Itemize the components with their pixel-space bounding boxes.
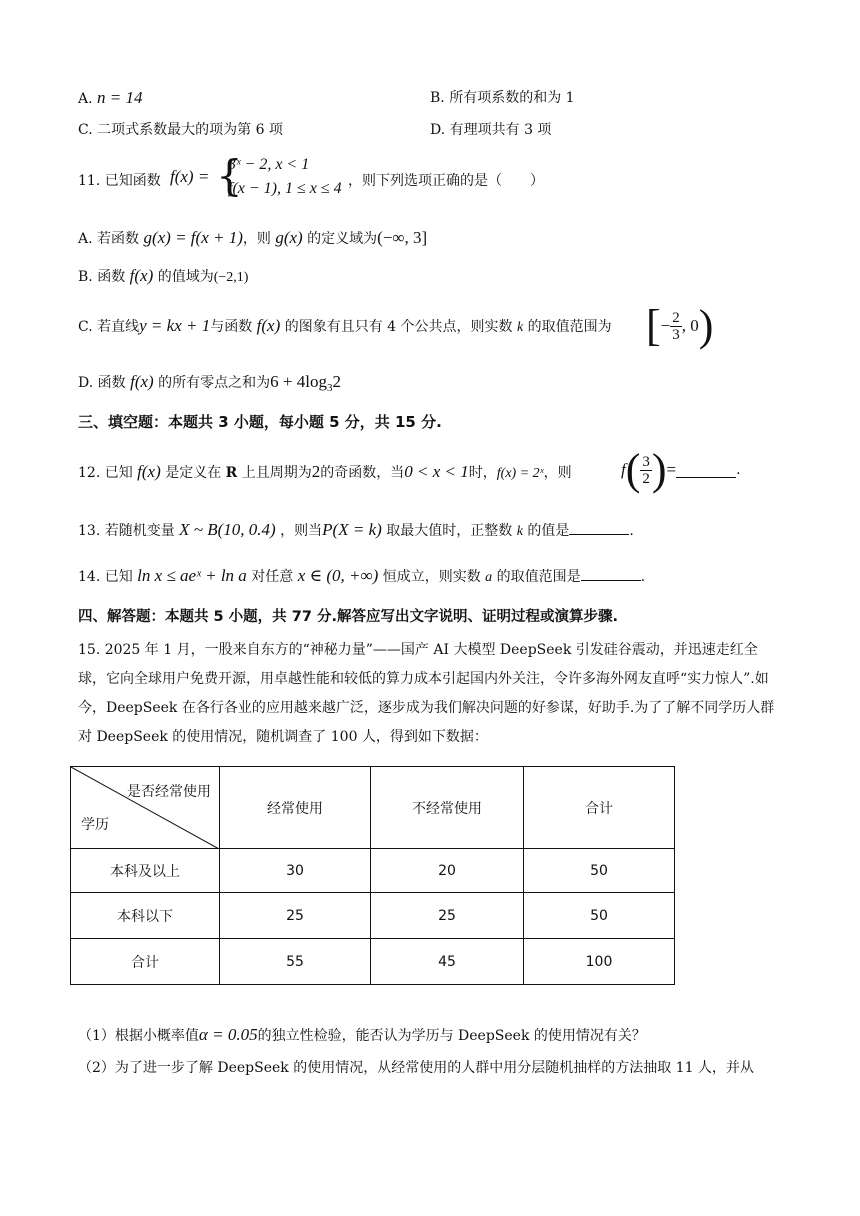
q14-math2: x ∈ (0, +∞) <box>297 566 379 585</box>
table-cell: 20 <box>371 849 524 893</box>
q14-answer-blank[interactable] <box>581 566 641 581</box>
q14-math1: ln x ≤ aeˣ + ln a <box>137 566 247 585</box>
q11-c-prefix: C. 若直线 <box>78 319 140 335</box>
q10-option-b: B. 所有项系数的和为 1 <box>430 90 575 106</box>
q12-frac-den: 2 <box>642 470 650 487</box>
q14-prefix: 14. 已知 <box>78 569 133 585</box>
q11-b-math1: f(x) <box>129 266 154 285</box>
q10-option-a <box>78 88 143 109</box>
q11-d-math1: f(x) <box>130 372 154 391</box>
section4-heading: 四、解答题：本题共 5 小题，共 77 分.解答应写出文字说明、证明过程或演算步骤. <box>78 609 618 625</box>
row-label: 合计 <box>71 939 220 985</box>
q15-part1-prefix: （1）根据小概率值 <box>78 1028 199 1044</box>
q11-c-math1: y = kx + 1 <box>139 316 211 335</box>
table-cell: 25 <box>371 893 524 939</box>
q12-f: f <box>621 460 626 479</box>
usage-table <box>70 766 675 985</box>
q11-a-mid: ，则 <box>242 231 271 247</box>
q11-c-k: k <box>516 320 524 335</box>
corner-diagonal <box>71 767 219 849</box>
q12-mid5: ，则 <box>543 465 572 481</box>
q15-part1-post: 的独立性检验，能否认为学历与 DeepSeek 的使用情况有关？ <box>257 1028 646 1044</box>
q11-c-tail: , 0 <box>681 316 699 335</box>
q11-option-a <box>78 228 427 249</box>
table-header: 合计 <box>524 767 675 849</box>
q11-prefix: 11. 已知函数 <box>78 173 161 189</box>
q15-paragraph: 15. 2025 年 1 月，一股来自东方的“神秘力量”——国产 AI 大模型 DeepSeek 引发硅谷震动，并迅速走红全球，它向全球用户免费开源，用卓越性能和较低的算力成本引起国内外关注，令许多海外网友直呼“实力惊人”.如今，DeepSeek 在各行各业的应用越来越广泛，逐步成为我们解决问题的好参谋，好助手.为了了解不同学历人群对 DeepSeek 的使用情况，随机调查了 100 人，得到如下数据： <box>78 642 775 745</box>
q13-math1: X ~ B(10, 0.4) <box>179 520 276 539</box>
table-cell: 100 <box>524 939 675 985</box>
q14-end: . <box>640 569 646 585</box>
row-label: 本科以下 <box>71 893 220 939</box>
q12-frac-num: 3 <box>642 453 650 470</box>
q11-case1: 3ˣ − 2, x < 1 <box>228 156 310 173</box>
q12-right-paren: ) <box>651 445 667 494</box>
q11-c-left-bracket: [ <box>646 301 661 350</box>
q11-c-frac-num: 2 <box>672 309 680 326</box>
q12-math2: 0 < x < 1 <box>404 462 469 481</box>
q12-fraction <box>640 454 652 487</box>
q11-option-b <box>78 266 248 288</box>
q11-c-minus: − <box>660 316 671 335</box>
table-corner-cell <box>71 767 220 849</box>
q12-mid3: 的奇函数，当 <box>320 465 405 481</box>
q12-R: R <box>225 465 238 481</box>
q12-f-frac <box>621 445 741 494</box>
q13-k: k <box>516 524 523 539</box>
corner-top-label: 是否经常使用 <box>127 784 211 800</box>
table-cell: 45 <box>371 939 524 985</box>
q11-c-line <box>78 316 612 336</box>
q11-d-sub: 3 <box>326 381 333 394</box>
q13 <box>78 520 634 542</box>
q11-fx: f(x) = <box>170 167 210 186</box>
table-cell: 50 <box>524 849 675 893</box>
q11-suffix: ，则下列选项正确的是（ ） <box>348 173 544 189</box>
section3-heading: 三、填空题：本题共 3 小题，每小题 5 分，共 15 分. <box>78 413 442 431</box>
table-header: 经常使用 <box>220 767 371 849</box>
q15-part1 <box>78 1025 646 1046</box>
q13-mid2: 取最大值时，正整数 <box>386 523 513 539</box>
q11-case2: f(x − 1), 1 ≤ x ≤ 4 <box>228 180 342 197</box>
q14-a: a <box>485 570 493 585</box>
q11-a-math3: (−∞, 3] <box>377 228 428 247</box>
q14-mid3: 的取值范围是 <box>496 569 581 585</box>
table-header-row <box>71 767 675 849</box>
table-cell: 25 <box>220 893 371 939</box>
q12-left-paren: ( <box>625 445 641 494</box>
q11-b-math2: (−2,1) <box>213 270 249 285</box>
q12-math1: f(x) <box>137 462 161 481</box>
q12-two: 2 <box>311 462 321 481</box>
q10-option-d: D. 有理项共有 3 项 <box>430 122 552 138</box>
q11-a-math1: g(x) = f(x + 1) <box>143 228 243 247</box>
q12-math3: f(x) = 2ˣ <box>496 466 544 481</box>
q11-c-interval <box>646 301 714 350</box>
row-label: 本科及以上 <box>71 849 220 893</box>
q14-mid: 对任意 <box>251 569 294 585</box>
q11-c-fraction <box>670 310 682 343</box>
q13-mid: ，则当 <box>280 523 323 539</box>
q12-end: . <box>736 462 741 478</box>
q15-part1-math: α = 0.05 <box>198 1025 258 1044</box>
q11-b-prefix: B. 函数 <box>78 269 126 285</box>
q11-c-frac-den: 3 <box>672 326 680 343</box>
table-row <box>71 939 675 985</box>
q12-mid: 是定义在 <box>165 465 222 481</box>
q11-option-d <box>78 372 341 398</box>
table-cell: 50 <box>524 893 675 939</box>
q10-option-c: C. 二项式系数最大的项为第 6 项 <box>78 122 283 138</box>
q11-c-mid2: 的图象有且只有 4 个公共点，则实数 <box>284 319 513 335</box>
q12-equals: = <box>666 460 677 479</box>
q10-option-a-label: A. <box>78 91 93 107</box>
corner-bottom-label: 学历 <box>81 817 109 833</box>
q14 <box>78 566 645 588</box>
table-row <box>71 849 675 893</box>
q15-part2: （2）为了进一步了解 DeepSeek 的使用情况，从经常使用的人群中用分层随机抽样的方法抽取 11 人，并从 <box>78 1060 754 1076</box>
q11-d-mid: 的所有零点之和为 <box>158 375 271 391</box>
q11-d-prefix: D. 函数 <box>78 375 126 391</box>
q11-d-math3: 2 <box>332 372 341 391</box>
q13-answer-blank[interactable] <box>569 520 629 535</box>
q10-option-a-math: n = 14 <box>97 88 143 107</box>
q11-c-math2: f(x) <box>256 316 281 335</box>
q11-b-mid: 的值域为 <box>157 269 214 285</box>
q12-mid4: 时， <box>468 465 497 481</box>
q13-math2: P(X = k) <box>322 520 382 539</box>
table-row <box>71 893 675 939</box>
q12-line <box>78 462 572 482</box>
q12-mid2: 上且周期为 <box>241 465 312 481</box>
q11-a-mid2: 的定义域为 <box>307 231 378 247</box>
table-header: 不经常使用 <box>371 767 524 849</box>
q11-d-math2: 6 + 4log <box>270 372 327 391</box>
q11-a-prefix: A. 若函数 <box>78 231 140 247</box>
q13-prefix: 13. 若随机变量 <box>78 523 175 539</box>
q13-end: . <box>629 523 634 539</box>
q14-mid2: 恒成立，则实数 <box>382 569 481 585</box>
q12-answer-blank[interactable] <box>676 463 736 478</box>
q12-prefix: 12. 已知 <box>78 465 133 481</box>
q11-c-mid: 与函数 <box>210 319 253 335</box>
q13-mid3: 的值是 <box>527 523 570 539</box>
table-cell: 55 <box>220 939 371 985</box>
table-cell: 30 <box>220 849 371 893</box>
q11-c-mid3: 的取值范围为 <box>527 319 612 335</box>
q11-c-right-paren: ) <box>698 301 714 350</box>
q11-a-math2: g(x) <box>275 228 303 247</box>
q11-brace: { <box>216 151 243 200</box>
